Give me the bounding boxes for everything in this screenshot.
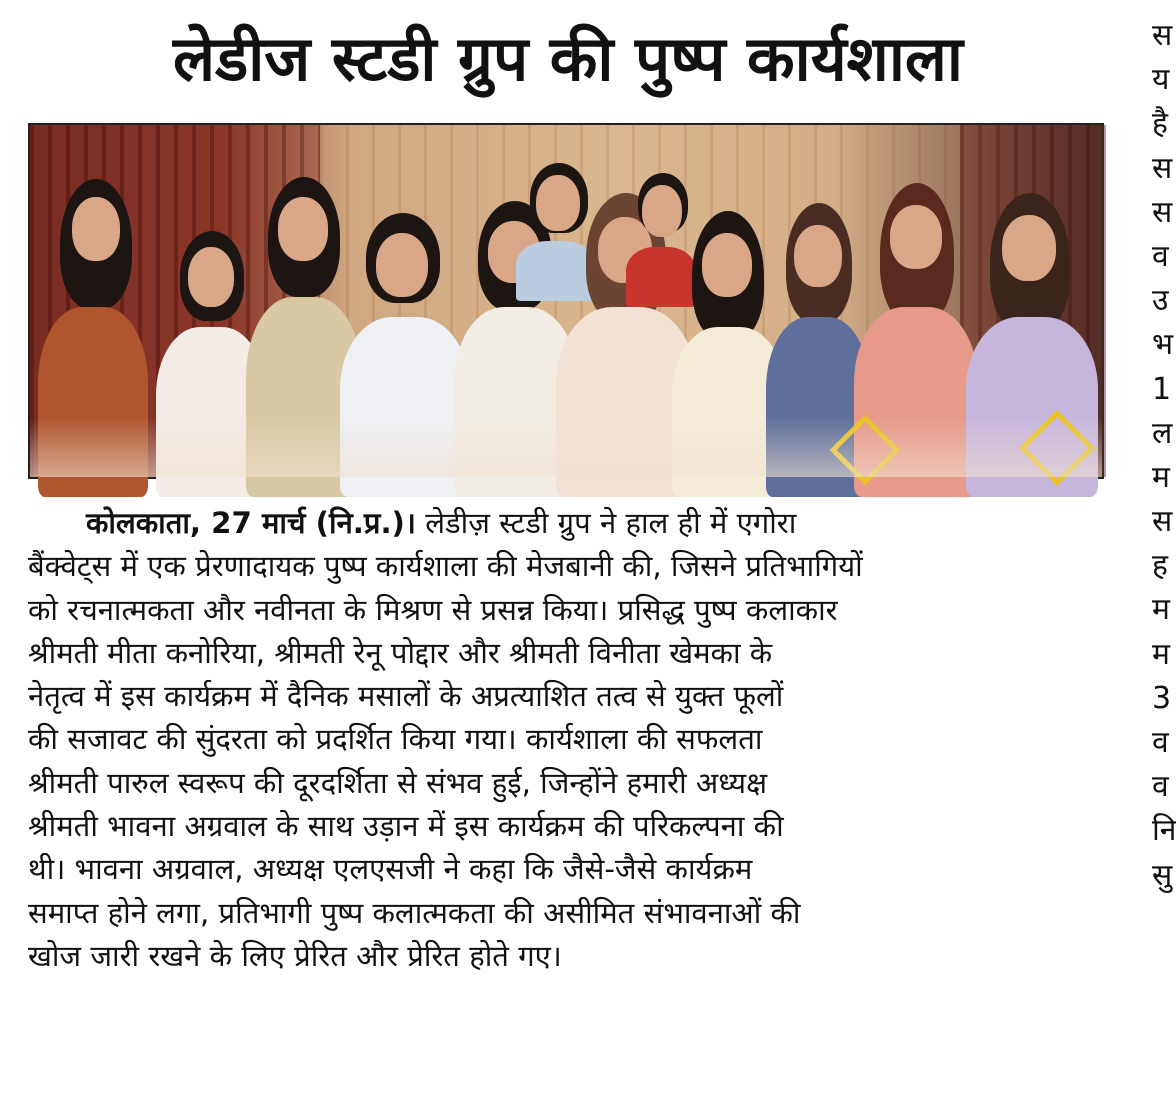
photo-floor [30,417,1102,477]
adjacent-char: 1 [1152,371,1172,407]
article-line: की सजावट की सुंदरता को प्रदर्शित किया गया। कार्यशाला की सफलता [28,722,763,757]
adjacent-char: नि [1152,813,1176,849]
adjacent-char: सु [1152,857,1173,893]
adjacent-char: उ [1152,283,1169,319]
adjacent-char: भ [1152,327,1174,363]
article-line: श्रीमती मीता कनोरिया, श्रीमती रेनू पोद्दार और श्रीमती विनीता खेमका के [28,635,773,670]
dateline: कोलकाता, 27 मार्च (नि.प्र.)। [86,506,416,540]
article-line: को रचनात्मकता और नवीनता के मिश्रण से प्रसन्न किया। प्रसिद्ध पुष्प कलाकार [28,592,838,627]
adjacent-char: व [1152,769,1169,805]
adjacent-char: है [1152,106,1168,142]
article-line: श्रीमती पारुल स्वरूप की दूरदर्शिता से संभव हुई, जिन्होंने हमारी अध्यक्ष [28,765,768,800]
article-line: समाप्त होने लगा, प्रतिभागी पुष्प कलात्मकता की असीमित संभावनाओं की [28,895,801,930]
adjacent-char: म [1152,459,1170,495]
adjacent-char: ह [1152,548,1168,584]
article-line [28,502,1104,545]
article-line: खोज जारी रखने के लिए प्रेरित और प्रेरित होते गए। [28,938,562,973]
adjacent-char: स [1152,504,1173,540]
headline: लेडीज स्टडी ग्रुप की पुष्प कार्यशाला [173,22,963,95]
article-line: नेतृत्व में इस कार्यक्रम में दैनिक मसालों के अप्रत्याशित तत्व से युक्त फूलों [28,679,784,714]
article-line: थी। भावना अग्रवाल, अध्यक्ष एलएसजी ने कहा कि जैसे-जैसे कार्यक्रम [28,852,753,887]
adjacent-char: स [1152,194,1173,230]
adjacent-char: व [1152,238,1169,274]
adjacent-char: म [1152,592,1170,628]
article-body [28,502,1104,978]
adjacent-char: स [1152,150,1173,186]
article-line-text: लेडीज़ स्टडी ग्रुप ने हाल ही में एगोरा [415,506,797,540]
adjacent-char: ल [1152,415,1173,451]
adjacent-char: 3 [1152,680,1172,716]
article-line: श्रीमती भावना अग्रवाल के साथ उड़ान में इस कार्यक्रम की परिकल्पना की [28,809,784,844]
group-photo [28,123,1104,479]
adjacent-char: म [1152,636,1170,672]
adjacent-char: व [1152,725,1169,760]
article-line: बैंक्वेट्स में एक प्रेरणादायक पुष्प कार्यशाला की मेजबानी की, जिसने प्रतिभागियों [28,549,863,584]
adjacent-char: स [1152,18,1173,53]
adjacent-column-fragment [1152,14,1176,1117]
adjacent-char: य [1152,62,1170,98]
